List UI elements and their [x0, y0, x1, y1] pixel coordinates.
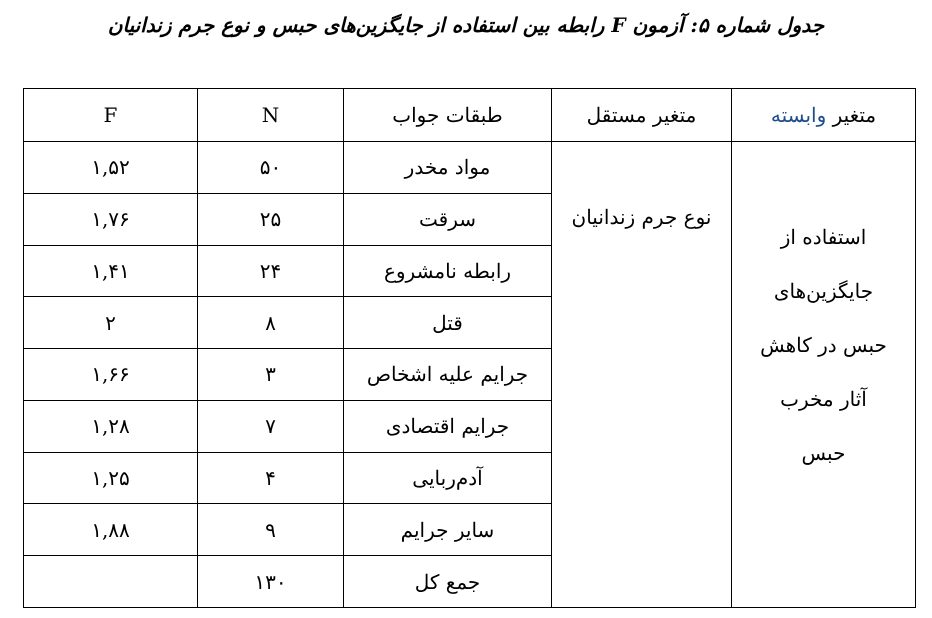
cell-f — [24, 556, 198, 608]
cell-category: آدم‌ربایی — [344, 452, 552, 504]
dependent-line-3: حبس در کاهش — [760, 332, 887, 357]
cell-f: ۱,۲۸ — [24, 400, 198, 452]
cell-n: ۲۵ — [198, 193, 344, 245]
cell-independent-variable — [552, 142, 732, 608]
table-row — [24, 142, 916, 194]
cell-f: ۱,۴۱ — [24, 245, 198, 297]
cell-category: رابطه نامشروع — [344, 245, 552, 297]
cell-category: سرقت — [344, 193, 552, 245]
dependent-line-5: حبس — [801, 440, 846, 465]
header-categories: طبقات جواب — [344, 89, 552, 142]
results-table — [23, 88, 916, 608]
dependent-line-2: جایگزین‌های — [773, 278, 874, 303]
cell-n: ۴ — [198, 452, 344, 504]
cell-f: ۱,۶۶ — [24, 349, 198, 401]
cell-f: ۲ — [24, 297, 198, 349]
cell-n: ۷ — [198, 400, 344, 452]
cell-category: مواد مخدر — [344, 142, 552, 194]
cell-n-total: ۱۳۰ — [198, 556, 344, 608]
header-independent: متغیر مستقل — [552, 89, 732, 142]
header-dependent — [732, 89, 916, 142]
cell-n: ۳ — [198, 349, 344, 401]
cell-f: ۱,۵۲ — [24, 142, 198, 194]
header-row — [24, 89, 916, 142]
header-n: N — [198, 89, 344, 142]
cell-f: ۱,۷۶ — [24, 193, 198, 245]
cell-n: ۲۴ — [198, 245, 344, 297]
independent-variable-text: نوع جرم زندانیان — [571, 204, 712, 229]
cell-n: ۸ — [198, 297, 344, 349]
header-dependent-word2: وابسته — [770, 103, 827, 127]
cell-f: ۱,۲۵ — [24, 452, 198, 504]
dependent-line-4: آثار مخرب — [780, 386, 867, 411]
cell-dependent-variable — [732, 142, 916, 608]
header-dependent-word1: متغیر — [832, 103, 877, 127]
cell-category: جرایم علیه اشخاص — [344, 349, 552, 401]
cell-category: جرایم اقتصادی — [344, 400, 552, 452]
cell-f: ۱,۸۸ — [24, 504, 198, 556]
cell-n: ۵۰ — [198, 142, 344, 194]
cell-category-total: جمع کل — [344, 556, 552, 608]
cell-n: ۹ — [198, 504, 344, 556]
cell-category: قتل — [344, 297, 552, 349]
table-caption: جدول شماره ۵: آزمون F رابطه بین استفاده از جایگزین‌های حبس و نوع جرم زندانیان — [107, 13, 825, 37]
cell-category: سایر جرایم — [344, 504, 552, 556]
header-f: F — [24, 89, 198, 142]
dependent-line-1: استفاده از — [780, 224, 867, 249]
